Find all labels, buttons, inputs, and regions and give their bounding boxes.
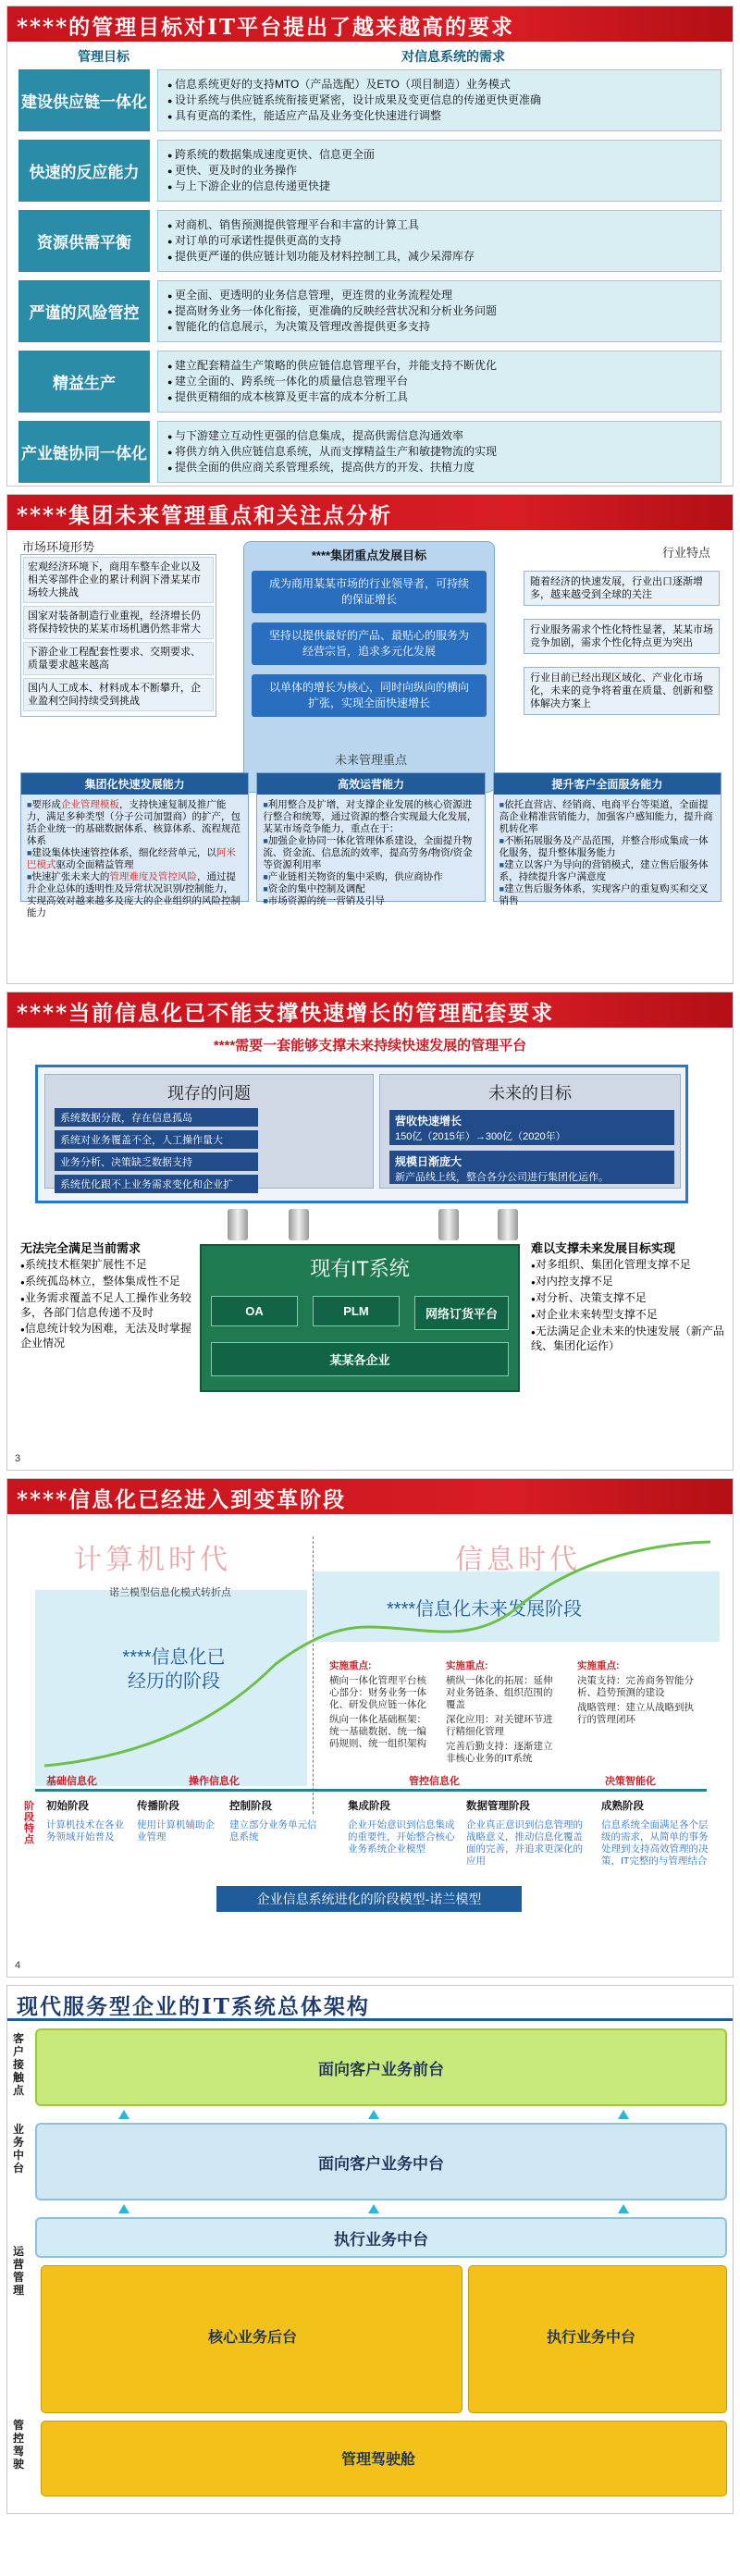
market-title: 市场环境形势 (22, 540, 95, 554)
market-item: 国内人工成本、材料成本不断攀升，企业盈利空间持续受到挑战 (23, 678, 214, 711)
desc-integration: 企业开始意识到信息集成的重要性，开始整合核心业务系统企业模型 (348, 1819, 455, 1855)
goal-revenue-text: 150亿（2015年）→300亿（2020年） (395, 1131, 566, 1142)
stage-mature: 成熟阶段 (601, 1801, 644, 1812)
unmet-need-item: ● 系统孤岛林立，整体集成性不足 (20, 1275, 194, 1289)
hard-to-support-title: 难以支撑未来发展目标实现 (531, 1241, 676, 1255)
slide-it-architecture (6, 1985, 734, 2514)
focus-head: 实施重点: (577, 1660, 620, 1671)
page-number: 4 (15, 1960, 21, 1971)
focus-column (493, 772, 722, 906)
requirement-item: ● 提高财务业务一体化衔接，更准确的反映经营状况和分析业务问题 (167, 303, 711, 319)
stage-integration: 集成阶段 (348, 1801, 390, 1812)
goal-label: 快速的反应能力 (18, 140, 150, 202)
requirement-list (157, 280, 722, 342)
requirement-item: ● 设计系统与供应链系统衔接更紧密，设计成果及变更信息的传递更快更准确 (167, 92, 711, 108)
focus-columns (7, 772, 734, 918)
module-order-platform: 网络订货平台 (414, 1296, 509, 1330)
industry-title: 行业特点 (661, 546, 710, 560)
market-item: 国家对装备制造行业重视，经济增长仍将保持较快的某某市场机遇仍然非常大 (23, 606, 214, 639)
industry-item: 行业目前已经出现区域化、产业化市场化，未来的竞争将着重在质量、创新和整体解决方案上 (524, 667, 720, 715)
requirement-item: ● 对订单的可承诺性提供更高的支持 (167, 233, 711, 249)
desc-initial: 计算机技术在各业务领域开始普及 (46, 1819, 124, 1843)
arrow-up-2 (368, 2110, 379, 2119)
execution-block (468, 2265, 727, 2413)
current-it-title: 现有IT系统 (310, 1257, 410, 1280)
requirement-item: ● 具有更高的柔性，能适应产品及业务变化快速进行调整 (167, 108, 711, 124)
focus-column-title: 提升客户全面服务能力 (494, 773, 721, 795)
unmet-need-item: ● 业务需求覆盖不足人工操作业务较多，各部门信息传递不及时 (20, 1291, 194, 1320)
requirement-item: ● 更全面、更透明的业务信息管理，更连贯的业务流程处理 (167, 288, 711, 303)
requirement-item: ● 信息系统更好的支持MTO（产品选配）及ETO（项目制造）业务模式 (167, 77, 711, 92)
turning-point-note: 诺兰模型信息化模式转折点 (109, 1587, 231, 1598)
unmet-need-item: ● 系统技术框架扩展性不足 (20, 1258, 194, 1273)
unmet-need-item: ● 信息统计较为困难，无法及时掌握企业情况 (20, 1322, 194, 1350)
issue-item: 系统优化跟不上业务需求变化和企业扩 (55, 1175, 258, 1193)
support-gap-item: ● 对企业未来转型支撑不足 (531, 1308, 725, 1323)
requirement-item: ● 与上下游企业的信息传递更快捷 (167, 179, 711, 194)
focus-column (256, 772, 485, 906)
slide3-subtitle: ****需要一套能够支撑未来持续快速发展的管理平台 (213, 1038, 527, 1054)
market-item: 宏观经济环境下，商用车整车企业以及相关零部件企业的累计利润下滑某某市场较大挑战 (23, 557, 214, 603)
timeline-axis (35, 1789, 707, 1792)
focus-column (20, 772, 249, 918)
group-goal-title: ****集团重点发展目标 (311, 548, 427, 562)
goal-row (18, 351, 722, 413)
focus-point: 战略管理：建立从战略到执行的管理闭环 (577, 1702, 694, 1725)
goal-label: 精益生产 (18, 351, 150, 413)
goal-row (18, 140, 722, 202)
focus-item: ■ 建设集体快速管控体系，细化经营单元，以阿米巴模式驱动全面精益管理 (27, 847, 242, 871)
stage-initial: 初始阶段 (46, 1801, 89, 1812)
module-plm: PLM (313, 1296, 400, 1326)
cockpit-title: 管理驾驶舱 (341, 2452, 416, 2468)
focus-col-1 (329, 1660, 431, 1750)
nolan-model-caption: 企业信息系统进化的阶段模型-诺兰模型 (216, 1886, 522, 1912)
group-goal-item: 坚持以提供最好的产品、最贴心的服务为经营宗旨，追求多元化发展 (252, 622, 487, 665)
label-control: 管控驾驶 (13, 2419, 25, 2471)
issue-item: 系统数据分散，存在信息孤岛 (55, 1108, 258, 1127)
desc-data-management: 企业真正意识到信息管理的战略意义，推动信息化覆盖面的完善，并追求更深化的应用 (466, 1819, 583, 1867)
requirement-item: ● 跨系统的数据集成速度更快、信息更全面 (167, 147, 711, 163)
stage-data-management: 数据管理阶段 (466, 1801, 530, 1812)
focus-point: 决策支持：完善商务智能分析、趋势预测的建设 (577, 1675, 694, 1698)
industry-item: 行业服务需求个性化特性显著，某某市场竞争加剧，需求个性化特点更为突出 (524, 619, 720, 654)
future-stage-label: ****信息化未来发展阶段 (387, 1599, 583, 1620)
goal-label: 严谨的风险管控 (18, 280, 150, 342)
phase-basic: 基础信息化 (46, 1776, 97, 1787)
issues-title: 现存的问题 (167, 1084, 251, 1103)
goal-scale-text: 新产品线上线，整合各分公司进行集团化运作。 (395, 1172, 609, 1183)
goal-column-header: 管理目标 (78, 49, 130, 64)
requirement-item: ● 更快、更及时的业务操作 (167, 163, 711, 179)
slide5-title: 现代服务型企业的IT系统总体架构 (7, 1986, 733, 2021)
middle-office-band (35, 2123, 727, 2200)
phase-control: 管控信息化 (409, 1776, 460, 1787)
execution-middle-title: 执行业务中台 (334, 2230, 428, 2249)
phase-operation: 操作信息化 (189, 1776, 240, 1787)
focus-head: 实施重点: (329, 1660, 372, 1671)
future-goal-box (379, 1074, 681, 1189)
arrow-up-1 (118, 2110, 130, 2119)
requirement-item: ● 将供方纳入供应链信息系统，从而支撑精益生产和敏捷物流的实现 (167, 444, 711, 460)
support-gap-item: ● 对多组织、集团化管理支撑不足 (531, 1258, 725, 1273)
hard-to-support-list (531, 1258, 725, 1353)
requirement-item: ● 提供全面的供应商关系管理系统，提高供方的开发、扶植力度 (167, 460, 711, 475)
label-operations: 运营管理 (13, 2245, 25, 2297)
focus-item: ■ 不断拓展服务及产品范围，并整合形成集成一体化服务，提升整体服务能力 (500, 835, 715, 859)
arrow-up-6 (618, 2204, 629, 2213)
issue-item: 系统对业务覆盖不全，人工操作量大 (55, 1130, 258, 1149)
slide1-header-row (7, 42, 733, 66)
arrow-up-3 (618, 2110, 629, 2119)
focus-column-title: 集团化快速发展能力 (21, 773, 248, 795)
focus-col-2 (446, 1660, 555, 1765)
desc-mature: 信息系统全面满足各个层级的需求，从简单的事务处理到支持高效管理的决策，IT完整的与管理结合 (601, 1819, 709, 1867)
support-gap-item: ● 无法满足企业未来的快速发展（新产品线、集团化运作） (531, 1325, 725, 1353)
slide-future-focus (6, 494, 734, 984)
support-gap-item: ● 对内控支撑不足 (531, 1275, 725, 1289)
unmet-needs-list (20, 1258, 194, 1350)
module-enterprises: 某某各企业 (211, 1342, 509, 1376)
goal-row (18, 69, 722, 131)
requirement-item: ● 建立全面的、跨系统一体化的质量信息管理平台 (167, 374, 711, 389)
existing-issues-box (44, 1074, 374, 1189)
focus-point: 横纵一体化的拓展：延伸对业务链条、组织范围的覆盖 (446, 1675, 553, 1710)
slide2-title: ****集团未来管理重点和关注点分析 (7, 495, 733, 530)
desc-control: 建立部分业务单元信息系统 (229, 1819, 317, 1843)
issues-list (55, 1108, 258, 1197)
current-it-system (200, 1244, 520, 1392)
requirement-list (157, 69, 722, 131)
requirement-list (157, 210, 722, 272)
slide4-title: ****信息化已经进入到变革阶段 (7, 1479, 733, 1514)
goal-scale-head: 规模日渐庞大 (395, 1155, 462, 1168)
goal-revenue (389, 1110, 674, 1145)
slide-current-it (6, 992, 734, 1471)
focus-column-list (263, 799, 478, 907)
focus-column-list (27, 799, 242, 919)
slide1-title: ****的管理目标对IT平台提出了越来越高的要求 (7, 6, 733, 42)
goal-label: 建设供应链一体化 (18, 69, 150, 131)
focus-item: ■ 市场资源的统一营销及引导 (263, 895, 478, 907)
slide3-title: ****当前信息化已不能支撑快速增长的管理配套要求 (7, 992, 733, 1028)
requirement-list (157, 351, 722, 413)
group-goal-item: 以单体的增长为核心，同时向纵向的横向扩张，实现全面快速增长 (252, 674, 487, 717)
focus-point: 纵向一体化基础框架：统一基础数据、统一编码规则、统一组织架构 (329, 1714, 426, 1749)
support-gap-item: ● 对分析、决策支撑不足 (531, 1291, 725, 1306)
execution-title: 执行业务中台 (547, 2330, 636, 2346)
unmet-needs-title: 无法完全满足当前需求 (20, 1241, 142, 1255)
focus-item: ■ 利用整合及扩增，对支撑企业发展的核心资源进行整合和统筹，通过资源的整合实现最大化发展，某某市场竞争能力，重点在于： (263, 799, 478, 835)
industry-list (524, 571, 720, 728)
execution-middle-band (35, 2217, 727, 2258)
stage-control: 控制阶段 (229, 1801, 272, 1812)
slide-management-goals (6, 6, 734, 487)
goal-rows (7, 66, 733, 487)
focus-column-title: 高效运营能力 (257, 773, 484, 795)
requirement-item: ● 提供更严谨的供应链计划功能及材料控制工具，减少呆滞库存 (167, 249, 711, 265)
requirement-item: ● 智能化的信息展示，为决策及管理改善提供更多支持 (167, 319, 711, 335)
goal-scale (389, 1151, 674, 1184)
focus-point: 深化应用：对关键环节进行精细化管理 (446, 1714, 553, 1737)
focus-point: 横向一体化管理平台核心部分：财务业务一体化、研发供应链一体化 (329, 1675, 426, 1710)
page-number: 3 (15, 1453, 21, 1464)
arrow-up-4 (118, 2204, 130, 2213)
goal-revenue-head: 营收快速增长 (395, 1115, 462, 1128)
future-goal-title: 未来的目标 (488, 1084, 572, 1103)
cockpit-block (41, 2421, 727, 2496)
front-office-band (35, 2028, 727, 2106)
slide-nolan-model (6, 1478, 734, 1978)
requirement-item: ● 建立配套精益生产策略的供应链信息管理平台，并能支持不断优化 (167, 358, 711, 374)
pillar-1 (228, 1209, 248, 1240)
arrow-up-5 (368, 2204, 379, 2213)
group-goal-item: 成为商用某某市场的行业领导者，可持续的保证增长 (252, 571, 487, 613)
requirement-list (157, 140, 722, 202)
requirement-item: ● 对商机、销售预测提供管理平台和丰富的计算工具 (167, 217, 711, 233)
label-touchpoint: 客户接触点 (13, 2032, 25, 2097)
focus-column-list (500, 799, 715, 907)
focus-item: ■ 快速扩张未来大的管理难度及管控风险，通过提升企业总体的透明性及异常状况识别/控制能力，实现高效对越来越多及庞大的企业组织的风险控制能力 (27, 871, 242, 919)
focus-item: ■ 资金的集中控制及调配 (263, 883, 478, 895)
module-oa: OA (211, 1296, 298, 1326)
group-goal-list (252, 571, 487, 717)
pillar-3 (438, 1209, 459, 1240)
focus-item: ■ 依托直营店、经销商、电商平台等渠道，全面提高企业精准营销能力，加强客户感知能力，提升商机转化率 (500, 799, 715, 835)
information-era-label: 信息时代 (455, 1545, 581, 1575)
past-stage-label: ****信息化已经历的阶段 (122, 1647, 226, 1692)
requirement-list (157, 421, 722, 483)
core-backend-block (41, 2265, 462, 2413)
focus-head: 实施重点: (446, 1660, 488, 1671)
focus-item: ■ 要形成企业管理模板，支持快速复制及推广能力，满足多种类型（分子公司加盟商）的扩产，包括企业统一的基础数据体系、核算体系、流程规范体系 (27, 799, 242, 847)
computer-era-label: 计算机时代 (74, 1545, 231, 1575)
requirement-item: ● 提供更精细的成本核算及更丰富的成本分析工具 (167, 389, 711, 405)
label-business-middle: 业务中台 (13, 2123, 25, 2175)
focus-item: ■ 建立售后服务体系，实现客户的重复购买和交叉销售 (500, 883, 715, 907)
middle-office-title: 面向客户业务中台 (318, 2154, 444, 2173)
phase-decision: 决策智能化 (605, 1776, 656, 1787)
stage-spread: 传播阶段 (137, 1801, 179, 1812)
desc-spread: 使用计算机辅助企业管理 (137, 1819, 215, 1843)
goal-row (18, 210, 722, 272)
goal-label: 资源供需平衡 (18, 210, 150, 272)
issue-item: 业务分析、决策缺乏数据支持 (55, 1152, 258, 1171)
requirement-item: ● 与下游建立互动性更强的信息集成，提高供需信息沟通效率 (167, 428, 711, 444)
focus-item: ■ 产业链相关物资的集中采购，供应商协作 (263, 871, 478, 883)
market-item: 下游企业工程配套性要求、交期要求、质量要求越来越高 (23, 642, 214, 675)
pillar-4 (498, 1209, 518, 1240)
requirement-column-header: 对信息系统的需求 (401, 49, 505, 64)
focus-item: ■ 建立以客户为导向的营销模式，建立售后服务体系，持续提升客户满意度 (500, 859, 715, 883)
industry-item: 随着经济的快速发展，行业出口逐渐增多，越来越受到全球的关注 (524, 571, 720, 606)
future-focus-label: 未来管理重点 (334, 753, 407, 767)
market-list (20, 554, 216, 717)
goal-label: 产业链协同一体化 (18, 421, 150, 483)
goal-row (18, 421, 722, 483)
unmet-needs (20, 1239, 194, 1352)
hard-to-support (531, 1239, 725, 1355)
focus-point: 完善后勤支持：逐渐建立非核心业务的IT系统 (446, 1741, 553, 1764)
front-office-title: 面向客户业务前台 (318, 2060, 444, 2078)
core-backend-title: 核心业务后台 (208, 2330, 298, 2346)
goal-row (18, 280, 722, 342)
focus-col-3 (577, 1660, 696, 1726)
stage-characteristics-label: 阶段特点 (24, 1801, 34, 1845)
focus-item: ■ 加强企业协同一体化管理体系建设，全面提升物流、资金流、信息流的效率，提高劳务/物资/资金等资源利用率 (263, 835, 478, 871)
pillar-2 (289, 1209, 309, 1240)
